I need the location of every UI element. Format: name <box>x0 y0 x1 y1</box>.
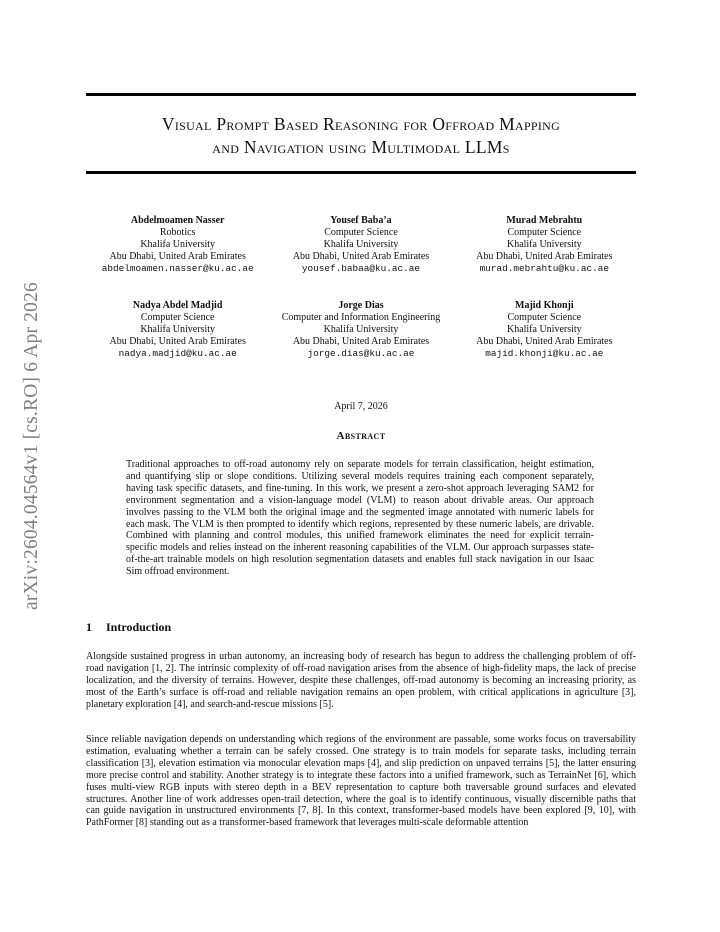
author-affiliation: Khalifa University <box>140 323 216 335</box>
section-heading-introduction <box>86 620 171 635</box>
author-row-2 <box>86 300 636 360</box>
author-block <box>453 300 636 360</box>
author-email: yousef.babaa@ku.ac.ae <box>301 262 421 274</box>
author-name: Nadya Abdel Madjid <box>132 300 223 311</box>
arxiv-sidebar-stamp <box>6 236 58 656</box>
title-bottom-rule <box>86 171 636 174</box>
author-email: murad.mebrahtu@ku.ac.ae <box>479 262 610 274</box>
author-row-1 <box>86 215 636 275</box>
author-department: Computer Science <box>140 311 215 323</box>
author-affiliation: Khalifa University <box>323 323 399 335</box>
abstract-heading: Abstract <box>336 430 386 442</box>
section-title: Introduction <box>106 620 172 634</box>
arxiv-identifier: arXiv:2604.04564v1 [cs.RO] 6 Apr 2026 <box>21 281 42 611</box>
author-location: Abu Dhabi, United Arab Emirates <box>476 335 613 347</box>
author-department: Robotics <box>159 226 196 238</box>
author-email: majid.khonji@ku.ac.ae <box>485 347 604 359</box>
author-location: Abu Dhabi, United Arab Emirates <box>476 250 613 262</box>
author-affiliation: Khalifa University <box>506 323 582 335</box>
publication-date: April 7, 2026 <box>334 401 388 412</box>
paper-title-line-1: Visual Prompt Based Reasoning for Offroad Mapping <box>161 114 561 134</box>
intro-paragraph-2: Since reliable navigation depends on understanding which regions of the environment are passable, some works focus on traversability estimation, evaluating whether a terrain can be safely crossed. One strategy is to train models for separate tasks, including terrain classification [3], elevation estimation via monocular elevation maps [4], and slip prediction on unpaved terrains [5], the latter ensuring more precise control and stability. Another strategy is to integrate these factors into a unified framework, such as TerrainNet [6], which fuses multi-view RGB inputs with stereo depth in a BEV representation to capture both traversable ground surfaces and elevated structures. Another line of work addresses open-trail detection, where the goal is to identify continuous, visually discernible paths that can guide navigation in unstructured environments [7, 8]. In this context, transformer-based models have been explored [9, 10], with PathFormer [8] standing out as a transformer-based framework that leverages multi-scale deformable attention <box>86 734 636 829</box>
intro-paragraph-1: Alongside sustained progress in urban autonomy, an increasing body of research has begun to address the challenging problem of off-road navigation [1, 2]. The intrinsic complexity of off-road navigation arises from the absence of high-fidelity maps, the lack of precise localization, and the diversity of terrains. However, despite these challenges, off-road autonomy is becoming an increasing priority, as most of the Earth’s surface is off-road and reliable navigation remains an open problem, with critical applications in agriculture [3], planetary exploration [4], and search-and-rescue missions [5]. <box>86 651 636 710</box>
paper-title <box>86 113 636 159</box>
abstract-text: Traditional approaches to off-road autonomy rely on separate models for terrain classification, height estimation, and quantifying slip or slope conditions. Utilizing several models requires training each component separately, having task specific datasets, and fine-tuning. In this work, we present a zero-shot approach leveraging SAM2 for environment segmentation and a vision-language model (VLM) to reason about drivable areas. Our approach involves passing to the VLM both the original image and the segmented image annotated with numeric labels for each mask. The VLM is then prompted to identify which regions, represented by these numeric labels, are drivable. Combined with planning and control modules, this unified framework eliminates the need for explicit terrain-specific models and relies instead on the inherent reasoning capabilities of the VLM. Our approach surpasses state-of-the-art trainable models on high resolution segmentation datasets and enables full stack navigation in our Isaac Sim offroad environment. <box>126 459 594 578</box>
author-department: Computer and Information Engineering <box>281 311 441 323</box>
author-affiliation: Khalifa University <box>323 238 399 250</box>
author-location: Abu Dhabi, United Arab Emirates <box>292 335 430 347</box>
title-top-rule <box>86 93 636 96</box>
paper-title-line-2: and Navigation using Multimodal LLMs <box>212 137 510 157</box>
author-department: Computer Science <box>507 226 582 238</box>
author-department: Computer Science <box>324 226 398 238</box>
author-block <box>453 215 636 275</box>
author-block <box>269 215 452 275</box>
author-block <box>269 300 452 360</box>
author-location: Abu Dhabi, United Arab Emirates <box>292 250 430 262</box>
author-location: Abu Dhabi, United Arab Emirates <box>109 335 246 347</box>
author-name: Majid Khonji <box>515 300 574 311</box>
author-email: nadya.madjid@ku.ac.ae <box>118 347 237 359</box>
author-name: Murad Mebrahtu <box>506 215 583 226</box>
author-name: Yousef Baba’a <box>330 215 392 226</box>
author-name: Jorge Dias <box>338 300 384 311</box>
author-department: Computer Science <box>507 311 582 323</box>
author-block <box>86 300 269 360</box>
author-email: abdelmoamen.nasser@ku.ac.ae <box>101 262 254 274</box>
author-block <box>86 215 269 275</box>
author-affiliation: Khalifa University <box>140 238 216 250</box>
author-email: jorge.dias@ku.ac.ae <box>307 347 415 359</box>
author-name: Abdelmoamen Nasser <box>130 215 225 226</box>
author-affiliation: Khalifa University <box>506 238 582 250</box>
author-location: Abu Dhabi, United Arab Emirates <box>109 250 246 262</box>
section-number: 1 <box>86 620 92 634</box>
